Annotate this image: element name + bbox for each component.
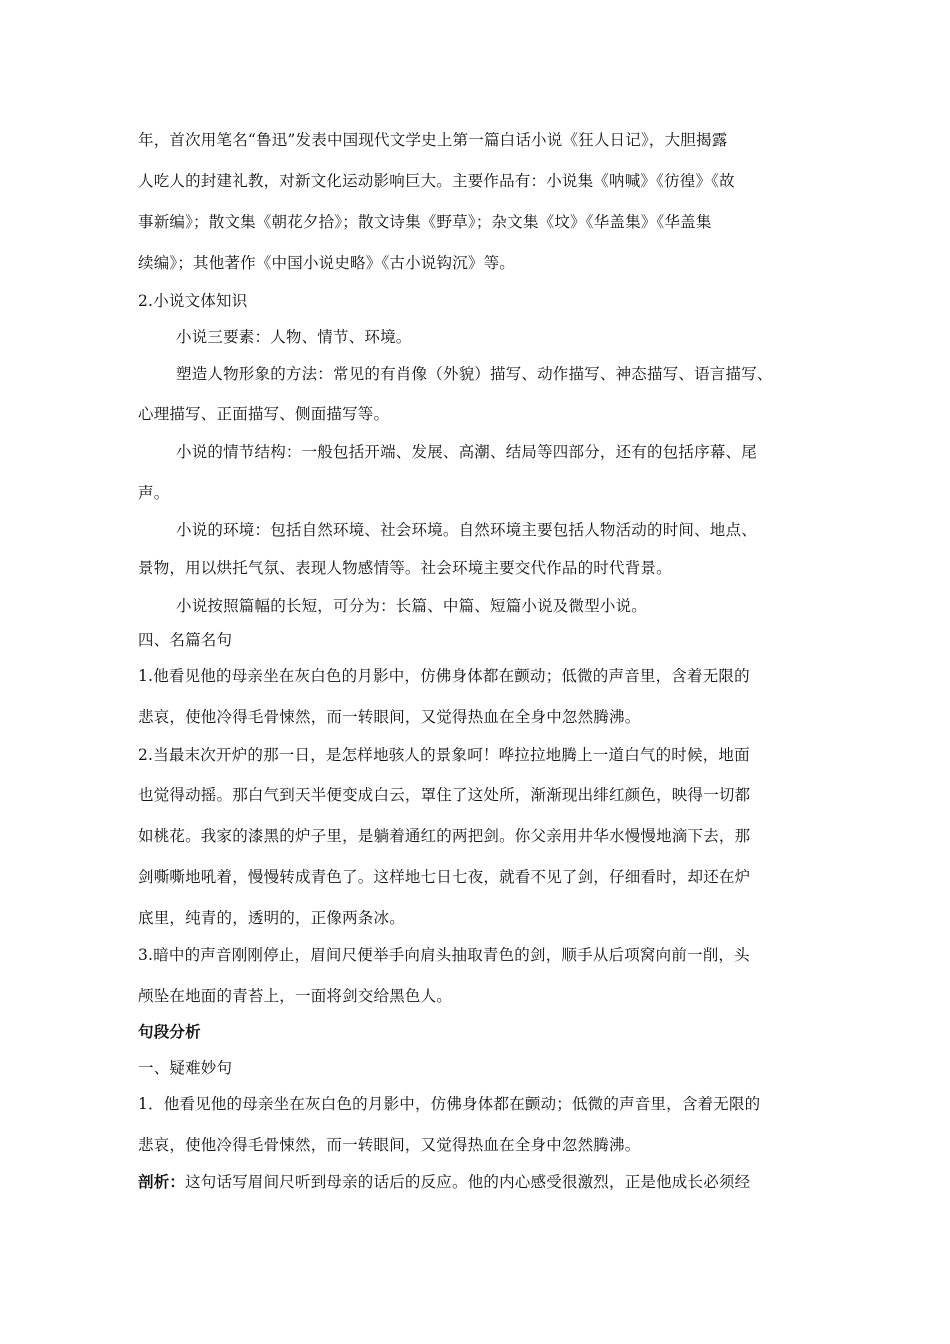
text-line: 底里，纯青的，透明的，正像两条冰。 — [138, 909, 405, 927]
text-line: 景物，用以烘托气氛、表现人物感情等。社会环境主要交代作品的时代背景。 — [138, 559, 672, 577]
text-line: 人吃人的封建礼教，对新文化运动影响巨大。主要作品有：小说集《呐喊》《彷徨》《故 — [138, 172, 735, 190]
text-line: 小说的环境：包括自然环境、社会环境。自然环境主要包括人物活动的时间、地点、 — [176, 521, 757, 539]
text-line: 3.暗中的声音刚刚停止，眉间尺便举手向肩头抽取青色的剑，顺手从后项窝向前一削，头 — [138, 946, 750, 964]
text-line: 悲哀，使他冷得毛骨悚然，而一转眼间，又觉得热血在全身中忽然腾沸。 — [138, 708, 641, 726]
text-line: 悲哀，使他冷得毛骨悚然，而一转眼间，又觉得热血在全身中忽然腾沸。 — [138, 1136, 641, 1154]
text-line: 颅坠在地面的青苔上，一面将剑交给黑色人。 — [138, 987, 453, 1005]
text-line: 剑嘶嘶地吼着，慢慢转成青色了。这样地七日七夜，就看不见了剑，仔细看时，却还在炉 — [138, 868, 751, 886]
section-heading-bold: 句段分析 — [138, 1022, 201, 1041]
text-line: 1.他看见他的母亲坐在灰白色的月影中，仿佛身体都在颤动；低微的声音里，含着无限的 — [138, 667, 750, 685]
text-line: 2.当最末次开炉的那一日，是怎样地骇人的景象呵！哗拉拉地腾上一道白气的时候，地面 — [138, 746, 750, 764]
text-line: 如桃花。我家的漆黑的炉子里，是躺着通红的两把剑。你父亲用井华水慢慢地滴下去，那 — [138, 827, 751, 845]
text-line: 塑造人物形象的方法：常见的有肖像（外貌）描写、动作描写、神态描写、语言描写、 — [176, 365, 773, 383]
analysis-label: 剖析： — [138, 1172, 186, 1191]
section-heading: 2.小说文体知识 — [138, 292, 248, 310]
text-line: 小说的情节结构：一般包括开端、发展、高潮、结局等四部分，还有的包括序幕、尾 — [176, 443, 757, 461]
analysis-text: 这句话写眉间尺听到母亲的话后的反应。他的内心感受很激烈，正是他成长必须经 — [185, 1173, 751, 1191]
text-line: 小说按照篇幅的长短，可分为：长篇、中篇、短篇小说及微型小说。 — [176, 597, 648, 615]
text-line: 声。 — [138, 484, 170, 502]
text-line: 心理描写、正面描写、侧面描写等。 — [138, 405, 390, 423]
text-line: 续编》；其他著作《中国小说史略》《古小说钩沉》等。 — [138, 254, 516, 272]
text-line: 年，首次用笔名“鲁迅”发表中国现代文学史上第一篇白话小说《狂人日记》，大胆揭露 — [138, 131, 728, 149]
text-line: 1．他看见他的母亲坐在灰白色的月影中，仿佛身体都在颤动；低微的声音里，含着无限的 — [138, 1095, 761, 1113]
section-heading: 一、疑难妙句 — [138, 1059, 233, 1077]
text-line: 事新编》；散文集《朝花夕拾》；散文诗集《野草》；杂文集《坟》《华盖集》《华盖集 — [138, 213, 712, 231]
text-line: 也觉得动摇。那白气到天半便变成白云，罩住了这处所，渐渐现出绯红颜色，映得一切都 — [138, 786, 751, 804]
analysis-line — [138, 1170, 750, 1192]
text-line: 小说三要素：人物、情节、环境。 — [176, 328, 412, 346]
section-heading: 四、名篇名句 — [138, 631, 233, 649]
